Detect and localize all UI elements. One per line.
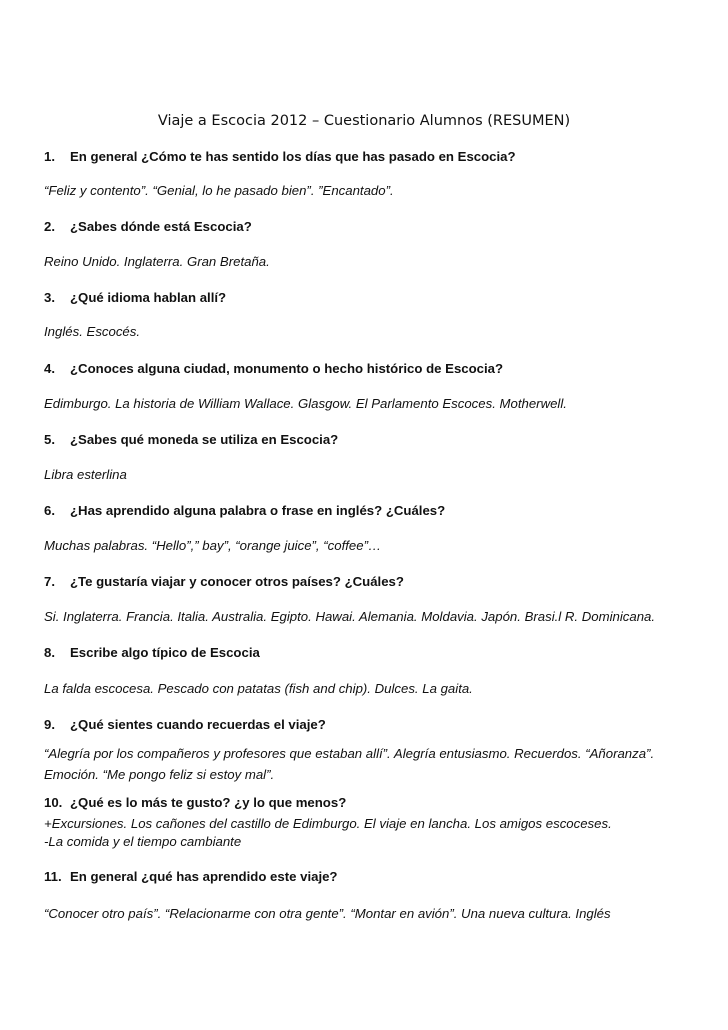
- answer-11-line-1: “Conocer otro país”. “Relacionarme con otra gente”. “Montar en avión”. Una nueva cultura. Inglés: [44, 906, 611, 921]
- question-2: [44, 219, 252, 234]
- question-5: [44, 432, 338, 447]
- question-number: 5.: [44, 432, 55, 447]
- answer-1-line-1: “Feliz y contento”. “Genial, lo he pasado bien”. ”Encantado”.: [44, 183, 394, 198]
- answer-4-line-1: Edimburgo. La historia de William Wallace. Glasgow. El Parlamento Escoces. Motherwell.: [44, 396, 567, 411]
- question-text: En general ¿Cómo te has sentido los días que has pasado en Escocia?: [70, 149, 516, 164]
- question-text: ¿Qué idioma hablan allí?: [70, 290, 227, 305]
- question-text: ¿Qué es lo más te gusto? ¿y lo que menos?: [70, 795, 347, 810]
- answer-8-line-1: La falda escocesa. Pescado con patatas (fish and chip). Dulces. La gaita.: [44, 681, 473, 696]
- question-number: 1.: [44, 149, 55, 164]
- question-text: ¿Qué sientes cuando recuerdas el viaje?: [70, 717, 326, 732]
- question-number: 3.: [44, 290, 55, 305]
- question-text: ¿Sabes dónde está Escocia?: [70, 219, 252, 234]
- question-text: ¿Te gustaría viajar y conocer otros países? ¿Cuáles?: [70, 574, 404, 589]
- question-3: [44, 290, 226, 305]
- question-number: 11.: [44, 869, 62, 884]
- question-8: [44, 645, 260, 660]
- question-text: ¿Has aprendido alguna palabra o frase en inglés? ¿Cuáles?: [70, 503, 446, 518]
- question-text: Escribe algo típico de Escocia: [70, 645, 260, 660]
- question-number: 10.: [44, 795, 63, 810]
- answer-9-line-2: Emoción. “Me pongo feliz si estoy mal”.: [44, 767, 275, 782]
- question-number: 6.: [44, 503, 55, 518]
- question-number: 2.: [44, 219, 55, 234]
- answer-6-line-1: Muchas palabras. “Hello”,” bay”, “orange juice”, “coffee”…: [44, 538, 382, 553]
- question-number: 8.: [44, 645, 55, 660]
- question-4: [44, 361, 503, 376]
- answer-3-line-1: Inglés. Escocés.: [44, 324, 141, 339]
- answer-10-line-1: +Excursiones. Los cañones del castillo de Edimburgo. El viaje en lancha. Los amigos escoceses.: [44, 816, 612, 831]
- answer-10-line-2: -La comida y el tiempo cambiante: [44, 834, 242, 849]
- question-7: [44, 574, 404, 589]
- question-11: [44, 869, 338, 884]
- question-text: ¿Sabes qué moneda se utiliza en Escocia?: [70, 432, 339, 447]
- answer-2-line-1: Reino Unido. Inglaterra. Gran Bretaña.: [44, 254, 270, 269]
- question-number: 4.: [44, 361, 55, 376]
- document-title: Viaje a Escocia 2012 – Cuestionario Alumnos (RESUMEN): [157, 113, 571, 129]
- question-10: [44, 795, 346, 810]
- question-text: En general ¿qué has aprendido este viaje?: [70, 869, 338, 884]
- question-number: 9.: [44, 717, 55, 732]
- question-text: ¿Conoces alguna ciudad, monumento o hecho histórico de Escocia?: [70, 361, 504, 376]
- question-1: [44, 149, 516, 164]
- answer-7-line-1: Si. Inglaterra. Francia. Italia. Australia. Egipto. Hawai. Alemania. Moldavia. Japón. Brasi.l R. Dominicana.: [44, 609, 656, 624]
- question-9: [44, 717, 326, 732]
- question-number: 7.: [44, 574, 55, 589]
- question-6: [44, 503, 445, 518]
- answer-9-line-1: “Alegría por los compañeros y profesores que estaban allí”. Alegría entusiasmo. Recuerdos. “Añoranza”.: [44, 746, 655, 761]
- answer-5-line-1: Libra esterlina: [44, 467, 127, 482]
